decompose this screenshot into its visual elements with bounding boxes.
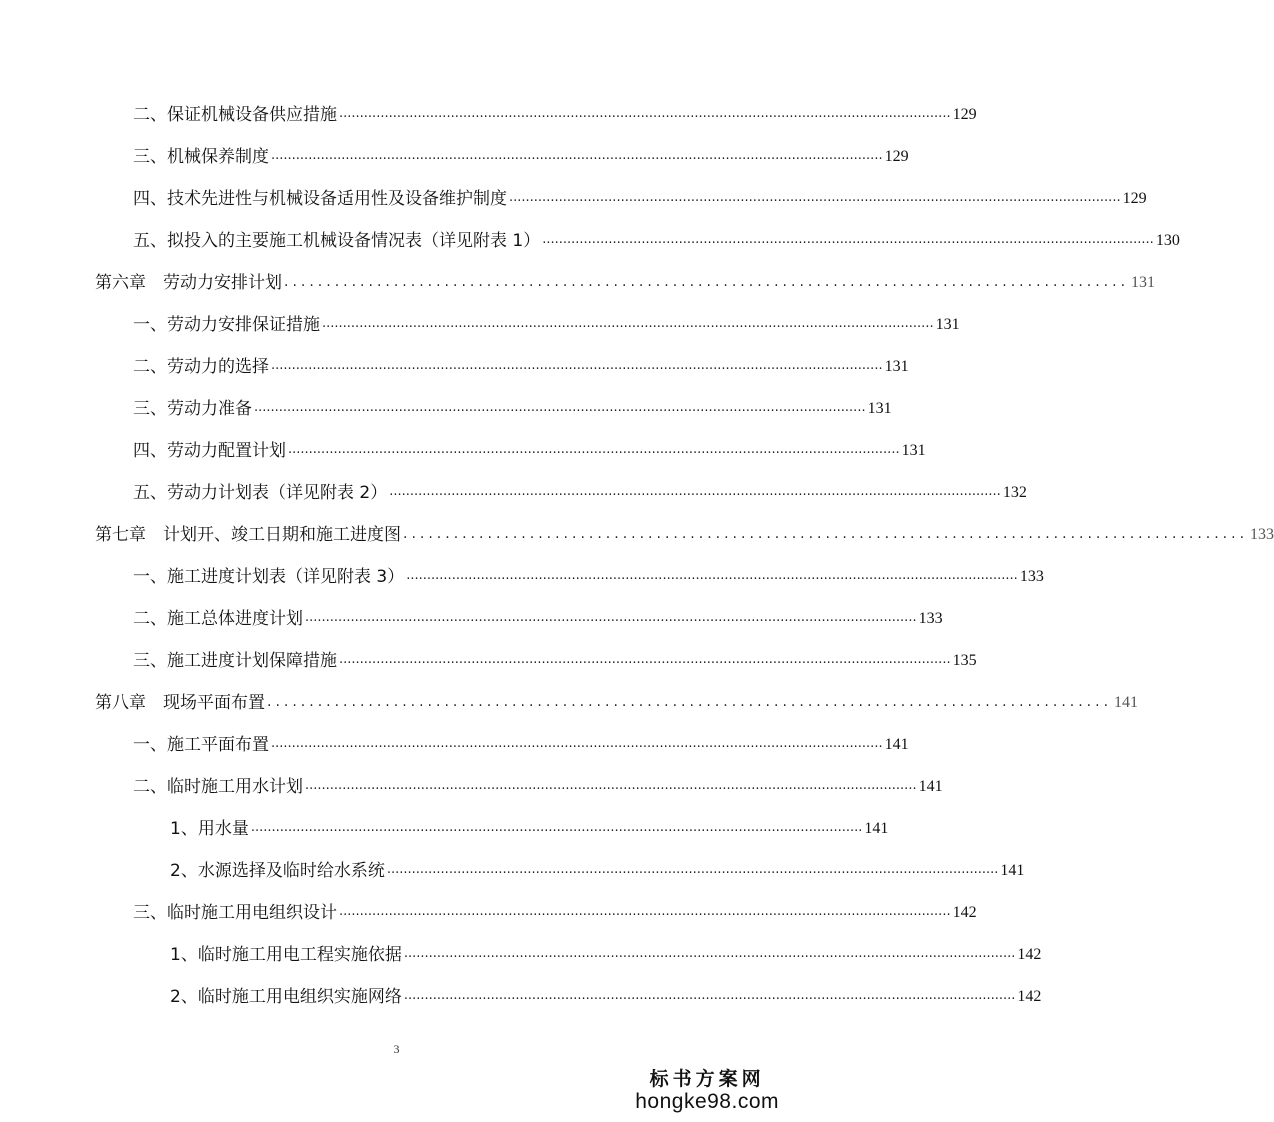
toc-chapter-entry[interactable]: [95, 516, 1274, 546]
toc-entry-page: 142: [1017, 988, 1042, 1005]
toc-entry-title: 三、机械保养制度: [133, 147, 269, 167]
toc-entry-page: 133: [918, 610, 943, 627]
toc-entry-title: 2、临时施工用电组织实施网络: [170, 987, 402, 1007]
toc-entry-title: 五、劳动力计划表（详见附表 2）: [133, 483, 388, 503]
toc-dot-leader: ....................................................................................................................................................: [288, 442, 900, 457]
watermark-logo: [635, 1068, 779, 1114]
toc-entry-title: 二、施工总体进度计划: [133, 609, 303, 629]
toc-entry-title: 第七章 计划开、竣工日期和施工进度图: [95, 525, 401, 545]
toc-entry-title: 1、用水量: [170, 819, 249, 839]
toc-dot-leader: ....................................................................................................................................................: [406, 568, 1018, 583]
toc-entry[interactable]: [133, 306, 960, 336]
toc-entry-page: 129: [884, 148, 909, 165]
toc-entry-page: 141: [1114, 694, 1139, 711]
toc-entry-page: 131: [901, 442, 926, 459]
toc-entry-page: 131: [884, 358, 909, 375]
toc-sub-entry[interactable]: [170, 978, 1042, 1008]
toc-dot-leader: ....................................................................................................................................................: [305, 778, 917, 793]
toc-entry[interactable]: [133, 432, 926, 462]
toc-entry[interactable]: [133, 642, 977, 672]
toc-sub-entry[interactable]: [170, 936, 1042, 966]
toc-sub-entry[interactable]: [170, 852, 1025, 882]
toc-entry-title: 2、水源选择及临时给水系统: [170, 861, 385, 881]
toc-entry-title: 二、保证机械设备供应措施: [133, 105, 337, 125]
toc-dot-leader: ....................................................................................................................................................: [386, 862, 999, 877]
toc-dot-leader: ....................................................................................................................................................: [339, 904, 951, 919]
toc-entry-page: 131: [867, 400, 892, 417]
toc-entry-title: 一、劳动力安排保证措施: [133, 315, 320, 335]
toc-entry[interactable]: [133, 348, 909, 378]
toc-entry[interactable]: [133, 180, 1147, 210]
toc-dot-leader: ....................................................................................................................................................: [271, 358, 883, 373]
toc-entry-title: 三、劳动力准备: [133, 399, 252, 419]
toc-entry-title: 三、临时施工用电组织设计: [133, 903, 337, 923]
toc-entry-page: 129: [1122, 190, 1147, 207]
toc-dot-leader: ....................................................................................................................................................: [271, 736, 883, 751]
toc-entry-title: 五、拟投入的主要施工机械设备情况表（详见附表 1）: [133, 231, 541, 251]
toc-dot-leader: ....................................................................................................................................................: [389, 484, 1001, 499]
footer-page-number: 3: [393, 1042, 400, 1056]
toc-dot-leader: ....................................................................................................................................................: [322, 316, 934, 331]
toc-dot-leader: ....................................................................................................................................................: [403, 946, 1016, 961]
toc-dot-leader: ....................................................................................................: [267, 694, 1113, 710]
toc-entry-page: 131: [1131, 274, 1156, 291]
toc-entry[interactable]: [133, 222, 1180, 252]
toc-entry-page: 129: [952, 106, 977, 123]
toc-entry-title: 二、劳动力的选择: [133, 357, 269, 377]
toc-entry-title: 三、施工进度计划保障措施: [133, 651, 337, 671]
toc-dot-leader: ....................................................................................................: [403, 526, 1249, 542]
toc-entry-title: 二、临时施工用水计划: [133, 777, 303, 797]
toc-entry[interactable]: [133, 894, 977, 924]
toc-entry[interactable]: [133, 600, 943, 630]
toc-entry-title: 一、施工进度计划表（详见附表 3）: [133, 567, 405, 587]
toc-dot-leader: ....................................................................................................................................................: [271, 148, 883, 163]
toc-entry-page: 142: [952, 904, 977, 921]
toc-entry[interactable]: [133, 768, 943, 798]
toc-entry-title: 第八章 现场平面布置: [95, 693, 265, 713]
toc-entry[interactable]: [133, 726, 909, 756]
toc-entry[interactable]: [133, 390, 892, 420]
toc-entry-page: 133: [1019, 568, 1044, 585]
toc-chapter-entry[interactable]: [95, 684, 1139, 714]
toc-dot-leader: ....................................................................................................: [284, 274, 1130, 290]
toc-entry-title: 第六章 劳动力安排计划: [95, 273, 282, 293]
toc-entry[interactable]: [133, 558, 1044, 588]
toc-entry-page: 141: [864, 820, 889, 837]
toc-entry[interactable]: [133, 96, 977, 126]
toc-entry-page: 141: [918, 778, 943, 795]
toc-dot-leader: ....................................................................................................................................................: [339, 106, 951, 121]
toc-entry-title: 1、临时施工用电工程实施依据: [170, 945, 402, 965]
toc-dot-leader: ....................................................................................................................................................: [542, 232, 1154, 247]
toc-entry-title: 四、技术先进性与机械设备适用性及设备维护制度: [133, 189, 507, 209]
toc-dot-leader: ....................................................................................................................................................: [339, 652, 951, 667]
toc-chapter-entry[interactable]: [95, 264, 1156, 294]
toc-entry-page: 142: [1017, 946, 1042, 963]
toc-entry-title: 一、施工平面布置: [133, 735, 269, 755]
toc-entry[interactable]: [133, 138, 909, 168]
toc-entry-page: 141: [884, 736, 909, 753]
watermark-url-text: hongke98.com: [635, 1090, 779, 1113]
toc-dot-leader: ....................................................................................................................................................: [305, 610, 917, 625]
toc-dot-leader: ....................................................................................................................................................: [509, 190, 1121, 205]
toc-entry-page: 141: [1000, 862, 1025, 879]
toc-entry-page: 131: [935, 316, 960, 333]
watermark-chinese-text: 标书方案网: [649, 1068, 765, 1090]
toc-sub-entry[interactable]: [170, 810, 889, 840]
toc-entry-page: 133: [1250, 526, 1274, 543]
toc-entry-page: 135: [952, 652, 977, 669]
toc-entry-page: 130: [1155, 232, 1180, 249]
toc-entry-page: 132: [1002, 484, 1027, 501]
toc-dot-leader: ....................................................................................................................................................: [254, 400, 866, 415]
toc-entry[interactable]: [133, 474, 1027, 504]
toc-dot-leader: ....................................................................................................................................................: [403, 988, 1016, 1003]
toc-entry-title: 四、劳动力配置计划: [133, 441, 286, 461]
toc-dot-leader: ....................................................................................................................................................: [250, 820, 863, 835]
